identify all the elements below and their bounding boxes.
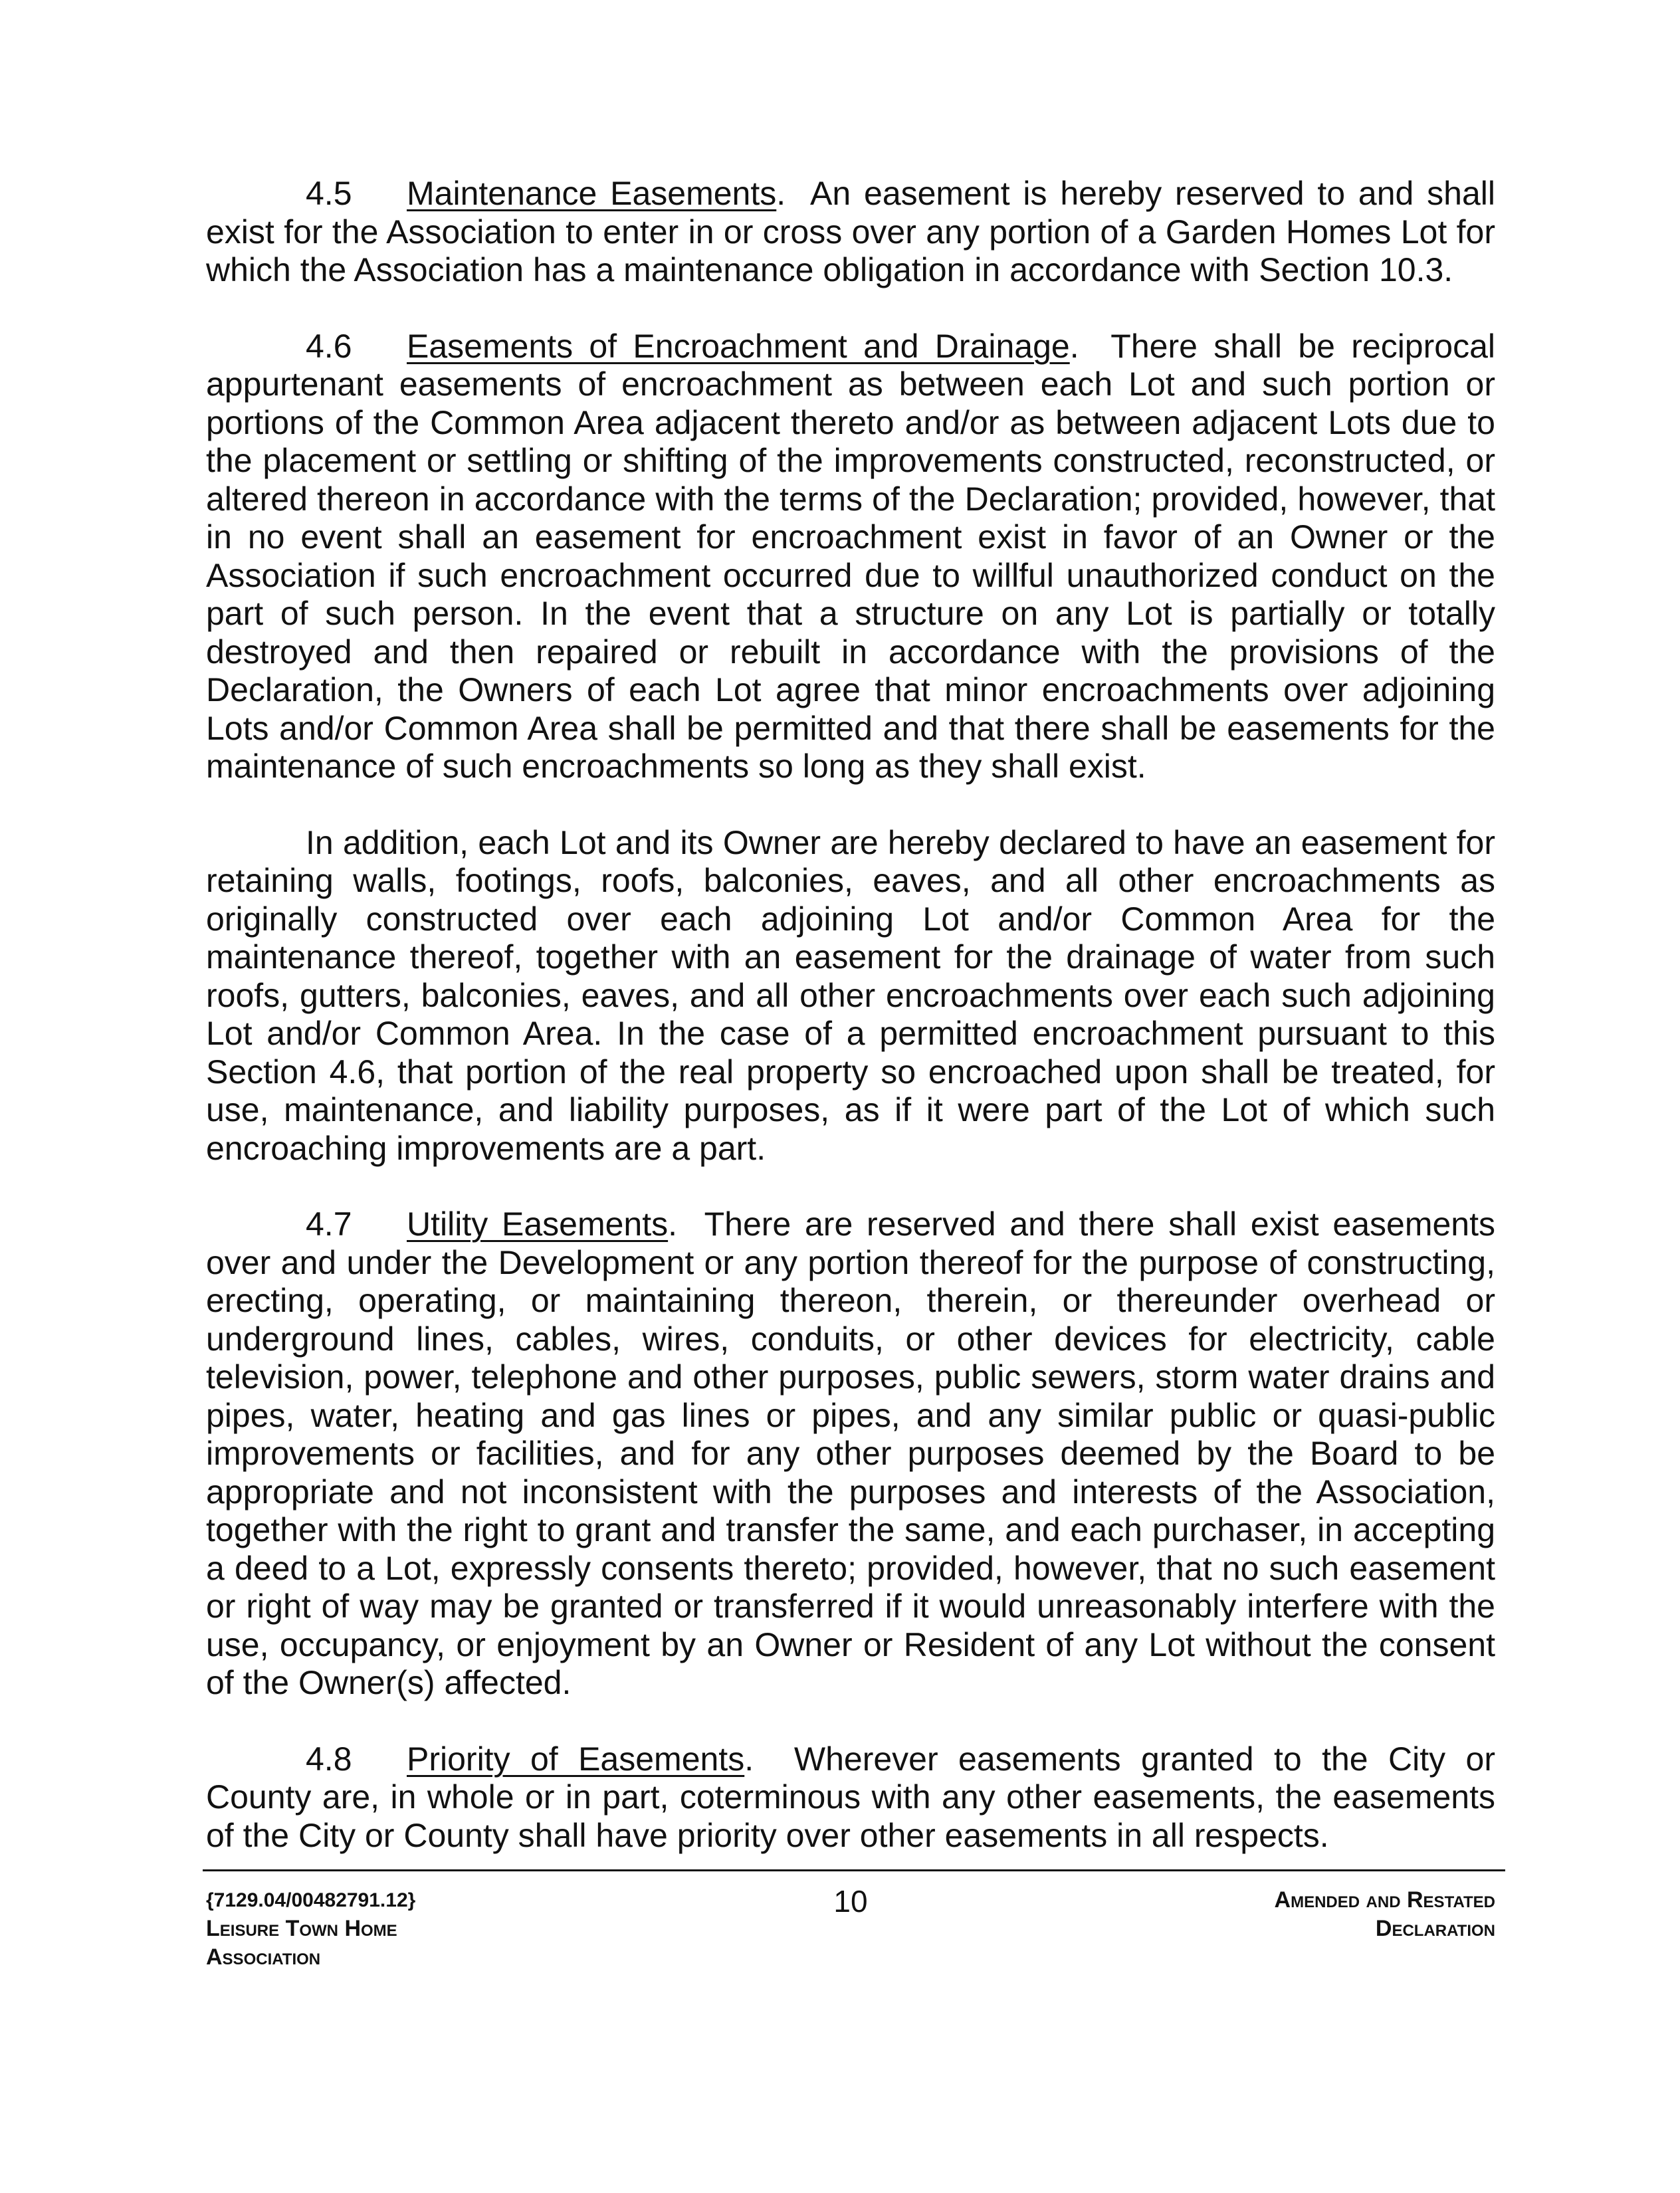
section-number: 4.6 <box>306 327 352 365</box>
section-title: Utility Easements <box>407 1205 669 1243</box>
page-number: 10 <box>833 1884 868 1919</box>
section-number: 4.8 <box>306 1740 352 1778</box>
document-body <box>206 175 1495 1893</box>
association-name-line2: Association <box>206 1944 321 1970</box>
section-text: There are reserved and there shall exist easements over and under the Development or any portion thereof for the purpose of constructing, erecting, operating, or maintaining thereon, therein, or thereunder overhead or underground lines, cables, wires, conduits, or other devices for electricity, cable television, power, telephone and other purposes, public sewers, storm water drains and pipes, water, heating and gas lines or pipes, and any similar public or quasi-public improvements or facilities, and for any other purposes deemed by the Board to be appropriate and not inconsistent with the purposes and interests of the Association, together with the right to grant and transfer the same, and each purchaser, in accepting a deed to a Lot, expressly consents thereto; provided, however, that no such easement or right of way may be granted or transferred if it would unreasonably interfere with the use, occupancy, or enjoyment by an Owner or Resident of any Lot without the consent of the Owner(s) affected. <box>206 1205 1495 1701</box>
association-name-line1: Leisure Town Home <box>206 1916 397 1941</box>
section-title: Easements of Encroachment and Drainage <box>407 327 1070 365</box>
section-text: In addition, each Lot and its Owner are hereby declared to have an easement for retaining walls, footings, roofs, balconies, eaves, and all other encroachments as originally constructed over each adjoining Lot and/or Common Area for the maintenance thereof, together with an easement for the drainage of water from such roofs, gutters, balconies, eaves, and all other encroachments over each such adjoining Lot and/or Common Area. In the case of a permitted encroachment pursuant to this Section 4.6, that portion of the real property so encroached upon shall be treated, for use, maintenance, and liability purposes, as if it were part of the Lot of which such encroaching improvements are a part. <box>206 823 1495 1167</box>
section-4-5: 4.5 Maintenance Easements. An easement is hereby reserved to and shall exist for the Association to enter in or cross over any portion of a Garden Homes Lot for which the Association has a maintenance obligation in accordance with Section 10.3. <box>206 175 1495 288</box>
section-4-6: 4.6 Easements of Encroachment and Drainage. There shall be reciprocal appurtenant easements of encroachment as between each Lot and such portion or portions of the Common Area adjacent thereto and/or as between adjacent Lots due to the placement or settling or shifting of the improvements constructed, reconstructed, or altered thereon in accordance with the terms of the Declaration; provided, however, that in no event shall an easement for encroachment exist in favor of an Owner or the Association if such encroachment occurred due to willful unauthorized conduct on the part of such person. In the event that a structure on any Lot is partially or totally destroyed and then repaired or rebuilt in accordance with the provisions of the Declaration, the Owners of each Lot agree that minor encroachments over adjoining Lots and/or Common Area shall be permitted and that there shall be easements for the maintenance of such encroachments so long as they shall exist. <box>206 327 1495 785</box>
document-title-line2: Declaration <box>1375 1916 1495 1941</box>
footer-right-block <box>1275 1886 1495 1943</box>
section-number: 4.7 <box>306 1205 352 1243</box>
section-title: Priority of Easements <box>407 1740 745 1778</box>
section-4-6-continued <box>206 824 1495 1168</box>
document-id: {7129.04/00482791.12} <box>206 1889 416 1911</box>
section-4-8: 4.8 Priority of Easements. Wherever easements granted to the City or County are, in whole or in part, coterminous with any other easements, the easements of the City or County shall have priority over other easements in all respects. <box>206 1740 1495 1854</box>
page-footer <box>206 1886 1495 1986</box>
section-text: There shall be reciprocal appurtenant easements of encroachment as between each Lot and such portion or portions of the Common Area adjacent thereto and/or as between adjacent Lots due to the placement or settling or shifting of the improvements constructed, reconstructed, or altered thereon in accordance with the terms of the Declaration; provided, however, that in no event shall an easement for encroachment exist in favor of an Owner or the Association if such encroachment occurred due to willful unauthorized conduct on the part of such person. In the event that a structure on any Lot is partially or totally destroyed and then repaired or rebuilt in accordance with the provisions of the Declaration, the Owners of each Lot agree that minor encroachments over adjoining Lots and/or Common Area shall be permitted and that there shall be easements for the maintenance of such encroachments so long as they shall exist. <box>206 327 1495 785</box>
section-title: Maintenance Easements <box>407 175 777 212</box>
section-text: Wherever easements granted to the City or County are, in whole or in part, coterminous with any other easements, the easements of the City or County shall have priority over other easements in all respects. <box>206 1740 1495 1854</box>
document-title-line1: Amended and Restated <box>1274 1887 1495 1913</box>
section-number: 4.5 <box>306 175 352 212</box>
section-text: An easement is hereby reserved to and shall exist for the Association to enter in or cross over any portion of a Garden Homes Lot for which the Association has a maintenance obligation in accordance with Section 10.3. <box>206 175 1495 288</box>
section-4-7: 4.7 Utility Easements. There are reserved and there shall exist easements over and under the Development or any portion thereof for the purpose of constructing, erecting, operating, or maintaining thereon, therein, or thereunder overhead or underground lines, cables, wires, conduits, or other devices for electricity, cable television, power, telephone and other purposes, public sewers, storm water drains and pipes, water, heating and gas lines or pipes, and any similar public or quasi-public improvements or facilities, and for any other purposes deemed by the Board to be appropriate and not inconsistent with the purposes and interests of the Association, together with the right to grant and transfer the same, and each purchaser, in accepting a deed to a Lot, expressly consents thereto; provided, however, that no such easement or right of way may be granted or transferred if it would unreasonably interfere with the use, occupancy, or enjoyment by an Owner or Resident of any Lot without the consent of the Owner(s) affected. <box>206 1205 1495 1701</box>
footer-divider <box>203 1869 1505 1871</box>
